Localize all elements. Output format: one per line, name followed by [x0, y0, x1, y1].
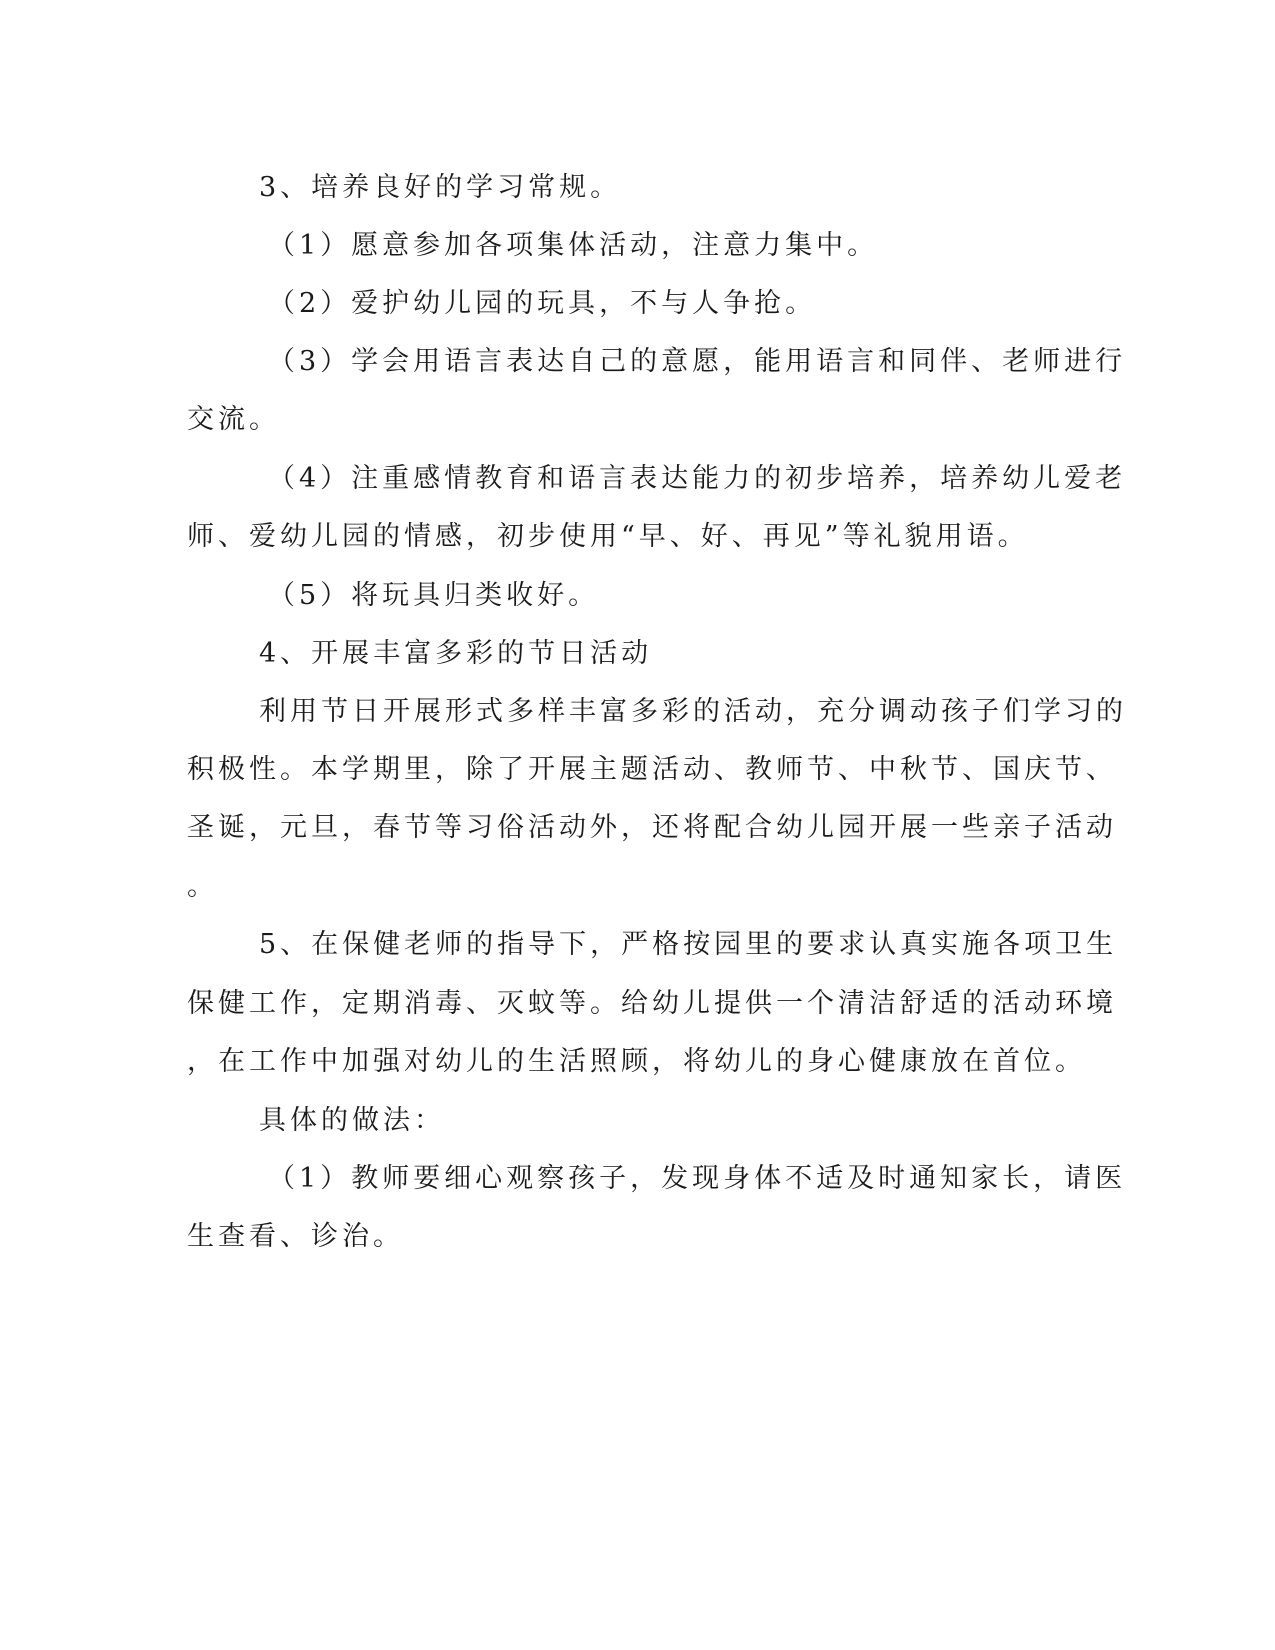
list-item-3: （3）学会用语言表达自己的意愿，能用语言和同伴、老师进行: [268, 346, 1127, 377]
paragraph-festival-line-3: 圣诞，元旦，春节等习俗活动外，还将配合幼儿园开展一些亲子活动: [187, 812, 1117, 843]
heading-study-routine: 3、培养良好的学习常规。: [259, 172, 622, 203]
heading-health-care: 5、在保健老师的指导下，严格按园里的要求认真实施各项卫生: [259, 929, 1118, 960]
paragraph-health-line-2: 保健工作，定期消毒、灭蚊等。给幼儿提供一个清洁舒适的活动环境: [187, 988, 1117, 1019]
list-item-1: （1）愿意参加各项集体活动，注意力集中。: [268, 230, 879, 261]
heading-specific-methods: 具体的做法：: [259, 1105, 445, 1136]
list-item-3-continued: 交流。: [187, 404, 280, 435]
list-item-5: （5）将玩具归类收好。: [268, 580, 600, 611]
list-item-2: （2）爱护幼儿园的玩具，不与人争抢。: [268, 288, 817, 319]
paragraph-health-line-3: ，在工作中加强对幼儿的生活照顾，将幼儿的身心健康放在首位。: [187, 1046, 1086, 1077]
method-item-1-continued: 生查看、诊治。: [187, 1221, 404, 1252]
paragraph-festival-line-1: 利用节日开展形式多样丰富多彩的活动，充分调动孩子们学习的: [259, 696, 1127, 727]
paragraph-festival-line-4: 。: [187, 871, 218, 902]
paragraph-festival-line-2: 积极性。本学期里，除了开展主题活动、教师节、中秋节、国庆节、: [187, 754, 1117, 785]
list-item-4-continued: 师、爱幼儿园的情感，初步使用“早、好、再见”等礼貌用语。: [187, 521, 1029, 552]
heading-festival-activities: 4、开展丰富多彩的节日活动: [259, 638, 653, 669]
method-item-1: （1）教师要细心观察孩子，发现身体不适及时通知家长，请医: [268, 1163, 1127, 1194]
list-item-4: （4）注重感情教育和语言表达能力的初步培养，培养幼儿爱老: [268, 463, 1127, 494]
